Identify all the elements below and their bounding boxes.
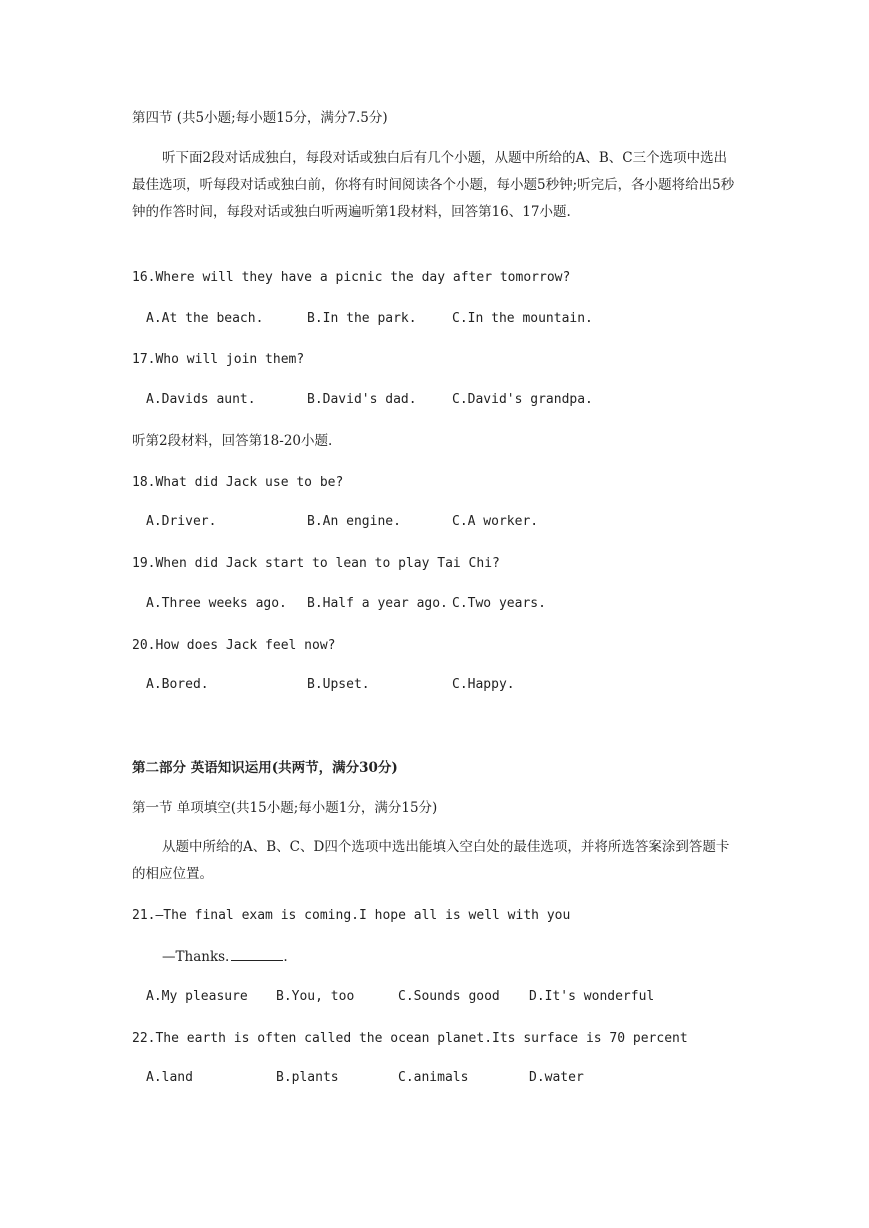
q19-option-c: C.Two years. <box>452 596 546 611</box>
q17-option-c: C.David's grandpa. <box>452 392 593 407</box>
part2-instructions: 从题中所给的A、B、C、D四个选项中选出能填入空白处的最佳选项，并将所选答案涂到答题卡的相应位置。 <box>132 839 730 882</box>
q18-stem: 18.What did Jack use to be? <box>132 475 344 490</box>
q22-option-b: B.plants <box>276 1070 339 1085</box>
q19-stem: 19.When did Jack start to lean to play Tai Chi? <box>132 556 500 571</box>
q22-option-d: D.water <box>529 1070 584 1085</box>
q21-option-a: A.My pleasure <box>146 989 248 1004</box>
q21-reply <box>162 948 288 966</box>
q21-reply-end: . <box>283 949 288 965</box>
q22-option-c: C.animals <box>398 1070 469 1085</box>
passage2-note: 听第2段材料，回答第18-20小题. <box>132 433 333 449</box>
section4-instructions: 听下面2段对话成独白，每段对话或独白后有几个小题，从题中所给的A、B、C三个选项中选出最佳选项，听每段对话或独白前，你将有时间阅读各个小题，每小题5秒钟;听完后，各小题将给出5秒钟的作答时间，每段对话或独白听两遍听第1段材料，回答第16、17小题. <box>132 150 735 220</box>
q17-option-b: B.David's dad. <box>307 392 417 407</box>
q20-option-a: A.Bored. <box>146 677 209 692</box>
q18-option-b: B.An engine. <box>307 514 401 529</box>
q20-stem: 20.How does Jack feel now? <box>132 638 336 653</box>
part2-section1-heading: 第一节 单项填空(共15小题;每小题1分，满分15分) <box>132 800 438 816</box>
q17-stem: 17.Who will join them? <box>132 352 305 367</box>
q22-stem: 22.The earth is often called the ocean planet.Its surface is 70 percent <box>132 1031 688 1046</box>
q20-option-c: C.Happy. <box>452 677 515 692</box>
q19-option-a: A.Three weeks ago. <box>146 596 287 611</box>
q22-option-a: A.land <box>146 1070 193 1085</box>
q18-option-c: C.A worker. <box>452 514 539 529</box>
q16-option-b: B.In the park. <box>307 311 417 326</box>
q16-stem: 16.Where will they have a picnic the day after tomorrow? <box>132 270 571 285</box>
q17-option-a: A.Davids aunt. <box>146 392 256 407</box>
q19-option-b: B.Half a year ago. <box>307 596 448 611</box>
q21-option-b: B.You, too <box>276 989 355 1004</box>
q18-option-a: A.Driver. <box>146 514 217 529</box>
q21-stem: 21.—The final exam is coming.I hope all is well with you <box>132 908 571 923</box>
q16-option-c: C.In the mountain. <box>452 311 593 326</box>
answer-blank <box>231 948 283 961</box>
section4-heading: 第四节 (共5小题;每小题15分，满分7.5分) <box>132 110 388 126</box>
part2-heading: 第二部分 英语知识运用(共两节，满分30分) <box>132 760 398 776</box>
q21-reply-text: —Thanks. <box>162 949 230 965</box>
q21-option-d: D.It's wonderful <box>529 989 655 1004</box>
q16-option-a: A.At the beach. <box>146 311 264 326</box>
q20-option-b: B.Upset. <box>307 677 370 692</box>
q21-option-c: C.Sounds good <box>398 989 500 1004</box>
